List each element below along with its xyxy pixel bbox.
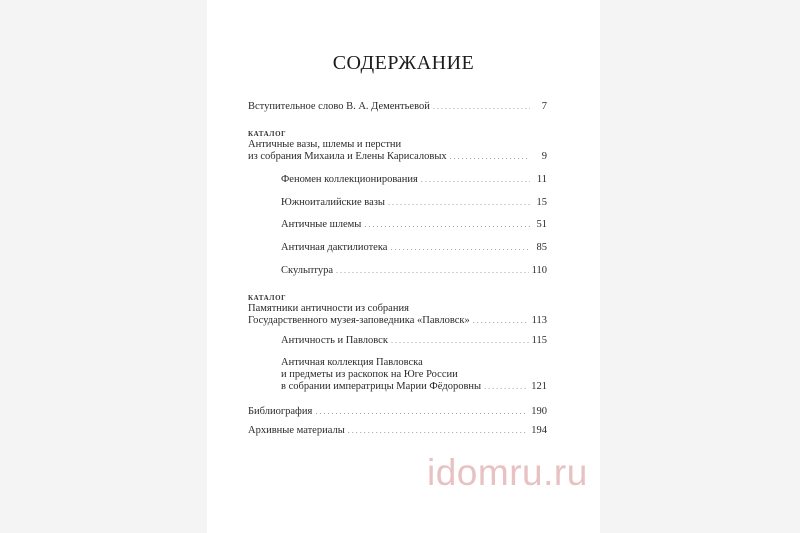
toc-label: и предметы из раскопок на Юге России [281, 369, 458, 380]
section-label: КАТАЛОГ [248, 130, 287, 138]
leader-dots [433, 101, 530, 113]
toc-entry [281, 197, 547, 209]
toc-label: Феномен коллекционирования [281, 174, 418, 185]
toc-label: Античность и Павловск [281, 335, 388, 346]
toc-label: Вступительное слово В. А. Дементьевой [248, 101, 430, 112]
toc-entry-bibliography [248, 406, 547, 418]
leader-dots [364, 219, 530, 231]
toc-entry [281, 265, 547, 277]
toc-page: 11 [536, 174, 547, 185]
watermark: idomru.ru [427, 452, 588, 493]
toc-page: 115 [531, 335, 547, 346]
leader-dots [450, 151, 530, 163]
toc-page: 7 [541, 101, 547, 112]
page-title: СОДЕРЖАНИЕ [332, 52, 475, 74]
toc-label: Античные шлемы [281, 219, 362, 230]
toc-label: из собрания Михаила и Елены Карисаловых [248, 151, 447, 162]
toc-entry-catalog2 [248, 303, 547, 327]
leader-dots [336, 265, 529, 277]
leader-dots [388, 197, 530, 209]
leader-dots [315, 406, 528, 418]
toc-label: Архивные материалы [248, 425, 345, 436]
toc-entry [281, 335, 547, 347]
toc-entry [281, 242, 547, 254]
toc-page: 194 [531, 425, 547, 436]
toc-page: 113 [531, 315, 547, 326]
leader-dots [484, 381, 528, 393]
toc-page: 9 [541, 151, 547, 162]
toc-label: Античные вазы, шлемы и перстни [248, 139, 402, 150]
toc-page: 15 [536, 197, 547, 208]
toc-label: Античная дактилиотека [281, 242, 388, 253]
toc-label: Южноиталийские вазы [281, 197, 385, 208]
toc-entry-intro [248, 101, 547, 113]
toc-label: Античная коллекция Павловска [281, 357, 423, 368]
toc-page: 190 [531, 406, 547, 417]
toc-label: Памятники античности из собрания [248, 303, 409, 314]
toc-page: 121 [531, 381, 547, 392]
toc-label: в собрании императрицы Марии Фёдоровны [281, 381, 482, 392]
toc-label: Библиография [248, 406, 313, 417]
toc-page: 51 [536, 219, 547, 230]
leader-dots [348, 425, 529, 437]
toc-entry-archives [248, 425, 547, 437]
toc-page: 110 [531, 265, 547, 276]
toc-entry [281, 174, 547, 186]
toc-entry [281, 357, 547, 393]
toc-entry-catalog1 [248, 139, 547, 163]
toc-label: Скульптура [281, 265, 334, 276]
toc-page: 85 [536, 242, 547, 253]
toc-entry [281, 219, 547, 231]
leader-dots [390, 242, 530, 254]
leader-dots [473, 315, 529, 327]
leader-dots [421, 174, 530, 186]
section-label: КАТАЛОГ [248, 294, 287, 302]
leader-dots [391, 335, 529, 347]
toc-label: Государственного музея-заповедника «Павловск» [248, 315, 470, 326]
